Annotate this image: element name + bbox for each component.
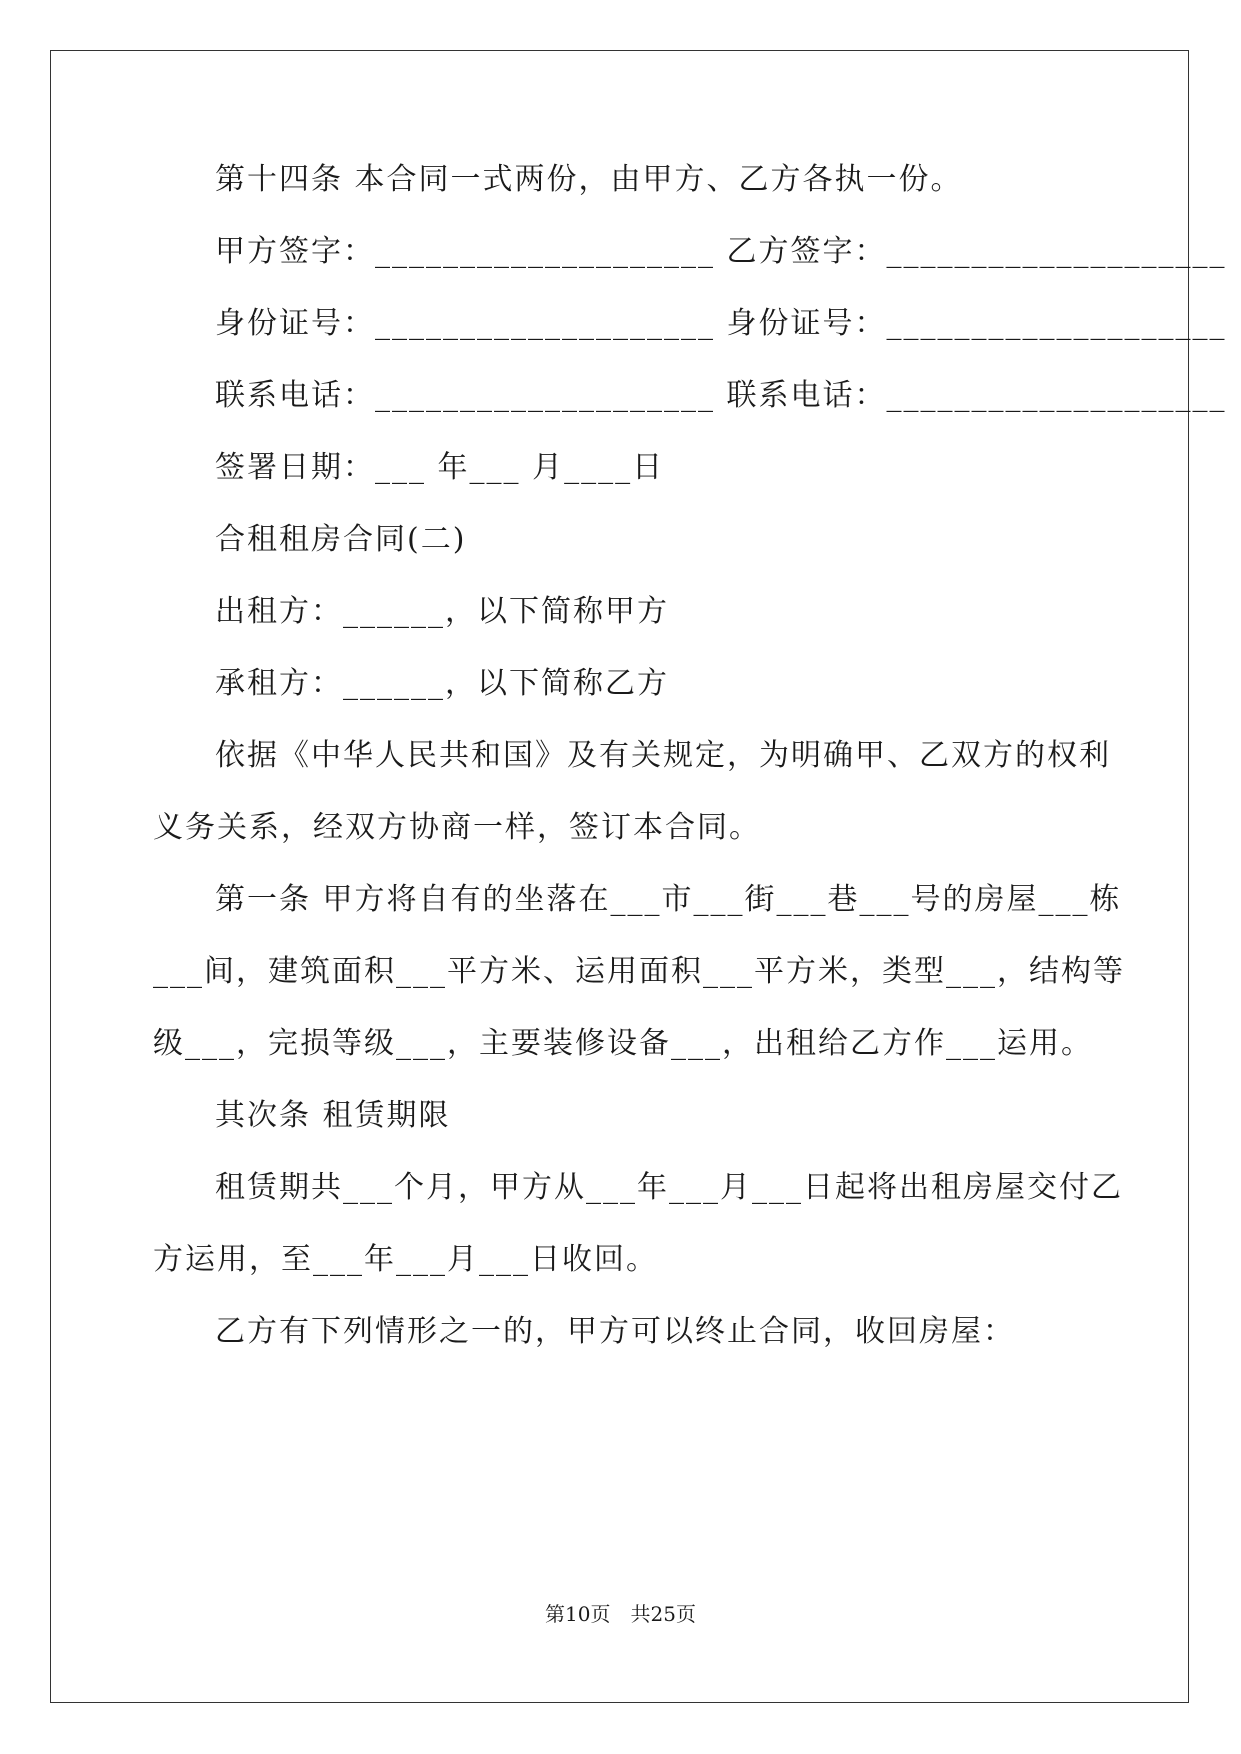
signature-line: 甲方签字：____________________ 乙方签字：____________________ (215, 234, 1227, 269)
lessee-line: 承租方：______，以下简称乙方 (215, 666, 669, 701)
lease-term-line-2: 方运用，至___年___月___日收回。 (153, 1242, 658, 1277)
sign-date-line: 签署日期：___ 年___ 月____日 (215, 450, 665, 485)
clause-2-heading: 其次条 租赁期限 (215, 1098, 451, 1133)
lessor-line: 出租方：______，以下简称甲方 (215, 594, 669, 629)
clause-14: 第十四条 本合同一式两份，由甲方、乙方各执一份。 (215, 162, 963, 197)
contract-title: 合租租房合同(二) (215, 522, 467, 557)
clause-1-line-1: 第一条 甲方将自有的坐落在___市___街___巷___号的房屋___栋 (215, 882, 1122, 917)
clause-1-line-3: 级___，完损等级___，主要装修设备___，出租给乙方作___运用。 (153, 1026, 1093, 1061)
preamble-line-1: 依据《中华人民共和国》及有关规定，为明确甲、乙双方的权利 (215, 738, 1111, 773)
clause-1-line-2: ___间，建筑面积___平方米、运用面积___平方米，类型___，结构等 (153, 954, 1125, 989)
preamble-line-2: 义务关系，经双方协商一样，签订本合同。 (153, 810, 761, 845)
lease-term-line-1: 租赁期共___个月，甲方从___年___月___日起将出租房屋交付乙 (215, 1170, 1123, 1205)
phone-line: 联系电话：____________________ 联系电话：____________________ (215, 378, 1227, 413)
page-frame (50, 50, 1189, 1703)
termination-line: 乙方有下列情形之一的，甲方可以终止合同，收回房屋： (215, 1314, 1015, 1349)
id-number-line: 身份证号：____________________ 身份证号：____________________ (215, 306, 1227, 341)
page-number: 第10页 共25页 (545, 1602, 696, 1626)
